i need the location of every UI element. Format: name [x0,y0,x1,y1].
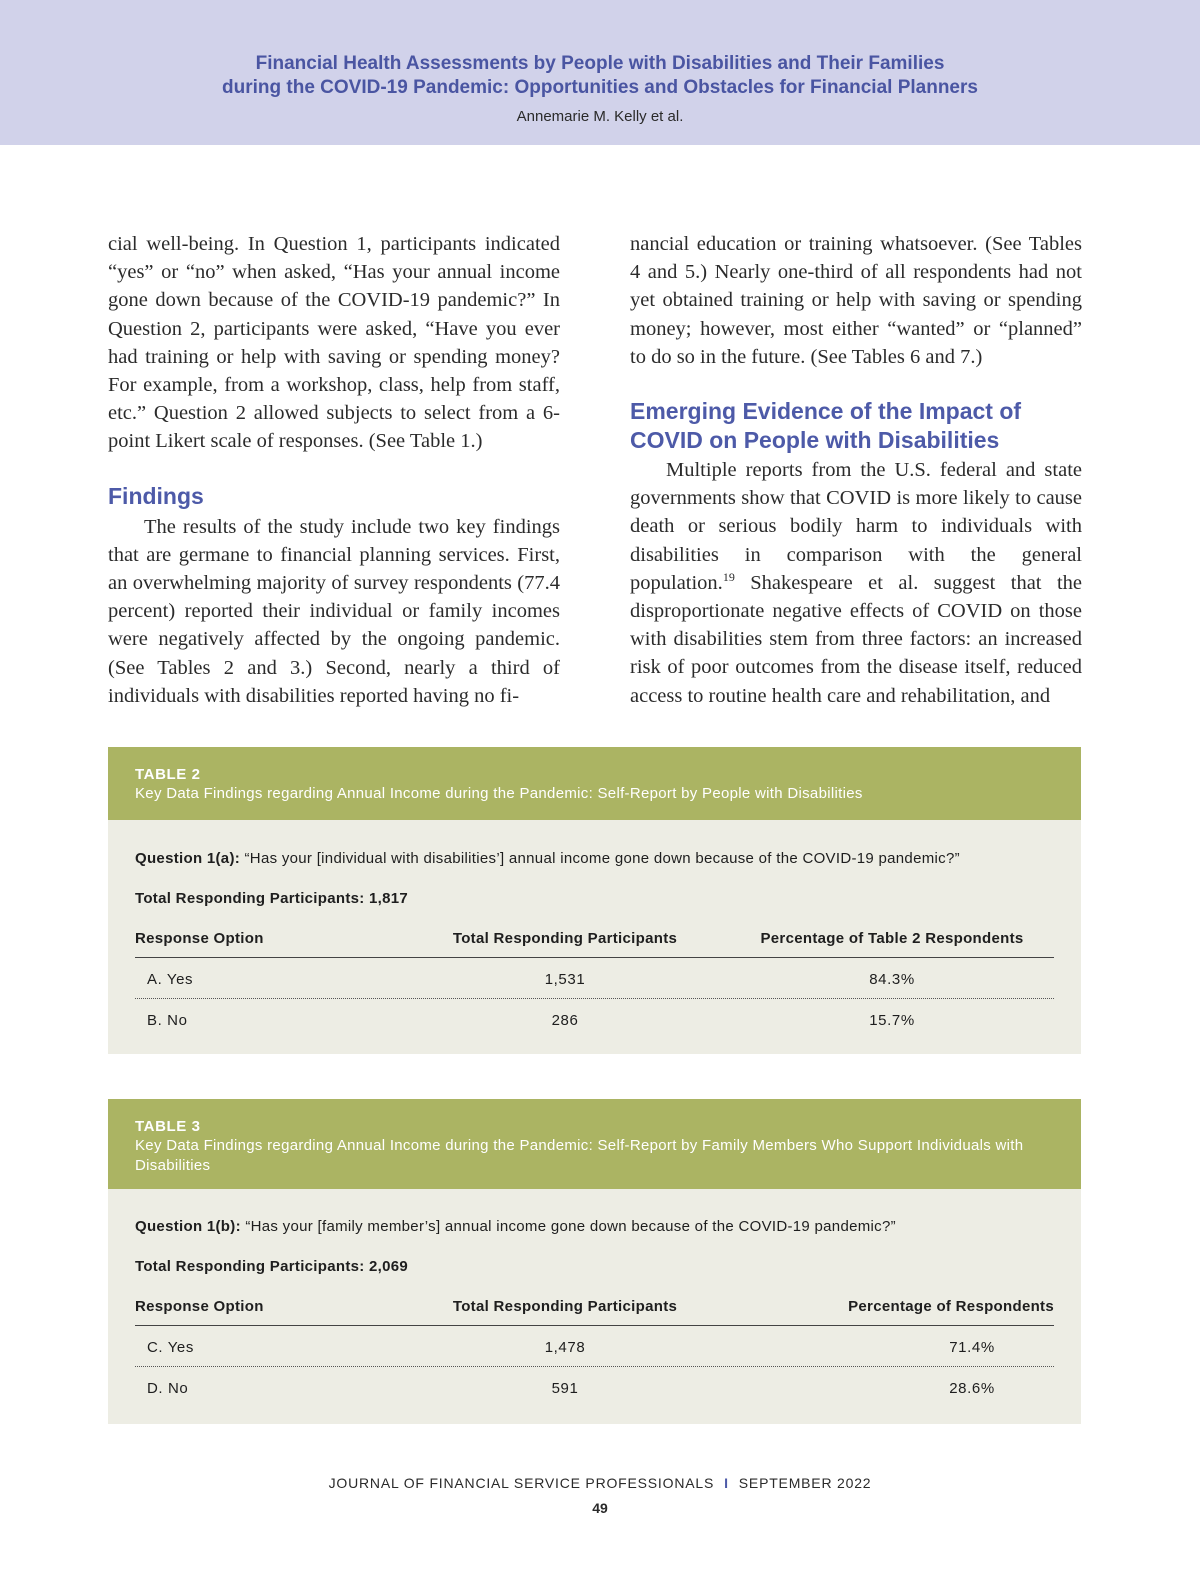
page-footer [0,1475,1200,1491]
table-3-question-text: “Has your [family member’s] annual income gone down because of the COVID-19 pandemic?” [240,1218,896,1235]
table-2-body [108,820,1081,1039]
table-2-row-1-option: A. Yes [147,971,194,988]
left-paragraph-1: cial well-being. In Question 1, participants indicated “yes” or “no” when asked, “Has your annual income gone down because of the COVID-19 pandemic?” In Question 2, participants were asked, “Have you ever had training or help with saving or spending money? For example, from a workshop, class, help from staff, etc.” Question 2 allowed subjects to select from a 6-point Likert scale of responses. (See Table 1.) [108,233,560,453]
table-3-total: Total Responding Participants: 2,069 [135,1258,409,1275]
article-title-line-2: during the COVID-19 Pandemic: Opportunities and Obstacles for Financial Planners [222,77,978,98]
table-2-question-label: Question 1(a): [135,850,241,867]
issue-date: SEPTEMBER 2022 [738,1475,872,1491]
table-3-col-percentage: Percentage of Respondents [848,1298,1054,1315]
table-2-row-1-pct: 84.3% [869,971,915,988]
right-text-column [630,230,1082,710]
table-2-col-total: Total Responding Participants [452,930,678,947]
table-row [135,999,1054,1039]
table-3-row-1-pct: 71.4% [949,1339,995,1356]
table-2-column-headers [135,929,1054,958]
table-2-total: Total Responding Participants: 1,817 [135,890,409,907]
table-3-column-headers [135,1297,1054,1326]
table-3-question-label: Question 1(b): [135,1218,241,1235]
table-3-header [108,1099,1081,1189]
table-3-body [108,1189,1081,1407]
table-3-row-1-count: 1,478 [544,1339,586,1356]
left-paragraph-2: The results of the study include two key findings that are germane to financial planning services. First, an overwhelming majority of survey respondents (77.4 percent) reported their individual or family incomes were negatively affected by the ongoing pandemic. (See Tables 2 and 3.) Second, nearly a third of individuals with disabilities reported having no fi- [108,515,560,707]
table-3-caption: Key Data Findings regarding Annual Income during the Pandemic: Self-Report by Family Members Who Support Individuals with Disabilities [135,1137,1024,1174]
article-author: Annemarie M. Kelly et al. [516,108,684,125]
table-3 [108,1099,1081,1424]
article-title [0,52,1200,100]
table-3-label: TABLE 3 [135,1118,201,1135]
article-title-line-1: Financial Health Assessments by People with Disabilities and Their Families [255,53,945,74]
right-paragraph-1: nancial education or training whatsoever. (See Tables 4 and 5.) Nearly one-third of all respondents had not yet obtained training or help with saving or spending money; however, most either “wanted” or “planned” to do so in the future. (See Tables 6 and 7.) [630,233,1082,368]
page-number: 49 [592,1500,608,1516]
table-3-col-total: Total Responding Participants [452,1298,678,1315]
table-2-row-2-option: B. No [147,1012,188,1029]
table-3-row-1-option: C. Yes [147,1339,194,1356]
table-row [135,1326,1054,1367]
footnote-marker: 19 [722,570,735,584]
running-header [0,0,1200,145]
table-2-row-2-pct: 15.7% [869,1012,915,1029]
table-3-row-2-pct: 28.6% [949,1380,995,1397]
table-2-caption: Key Data Findings regarding Annual Income during the Pandemic: Self-Report by People with Disabilities [135,785,863,802]
table-2-row-1-count: 1,531 [544,971,586,988]
table-3-row-2-option: D. No [147,1380,189,1397]
footer-separator: I [724,1475,729,1491]
table-row [135,1367,1054,1407]
left-text-column [108,230,560,710]
right-paragraph-2 [630,456,1082,710]
table-3-col-response: Response Option [135,1298,264,1315]
table-2 [108,747,1081,1054]
table-2-label: TABLE 2 [135,766,201,783]
journal-name: JOURNAL OF FINANCIAL SERVICE PROFESSIONALS [328,1475,715,1491]
right-paragraph-2-text-b: Shakespeare et al. suggest that the disproportionate negative effects of COVID on those with disabilities stem from three factors: an increased risk of poor outcomes from the disease itself, reduced access to routine health care and rehabilitation, and [630,571,1082,707]
table-2-header [108,747,1081,820]
right-paragraph-2-text-a: Multiple reports from the U.S. federal and state governments show that COVID is more likely to cause death or serious bodily harm to individuals with disabilities in comparison with the general population. [630,459,1082,594]
table-2-question-text: “Has your [individual with disabilities’] annual income gone down because of the COVID-19 pandemic?” [240,850,960,867]
table-3-row-2-count: 591 [551,1380,579,1397]
table-3-question [135,1189,1054,1237]
table-2-col-percentage: Percentage of Table 2 Respondents [760,930,1024,947]
table-2-row-2-count: 286 [551,1012,579,1029]
table-row [135,958,1054,999]
table-2-question [135,820,1054,869]
findings-heading: Findings [108,482,204,509]
emerging-evidence-heading: Emerging Evidence of the Impact of COVID on People with Disabilities [630,398,1022,454]
table-2-col-response: Response Option [135,930,264,947]
